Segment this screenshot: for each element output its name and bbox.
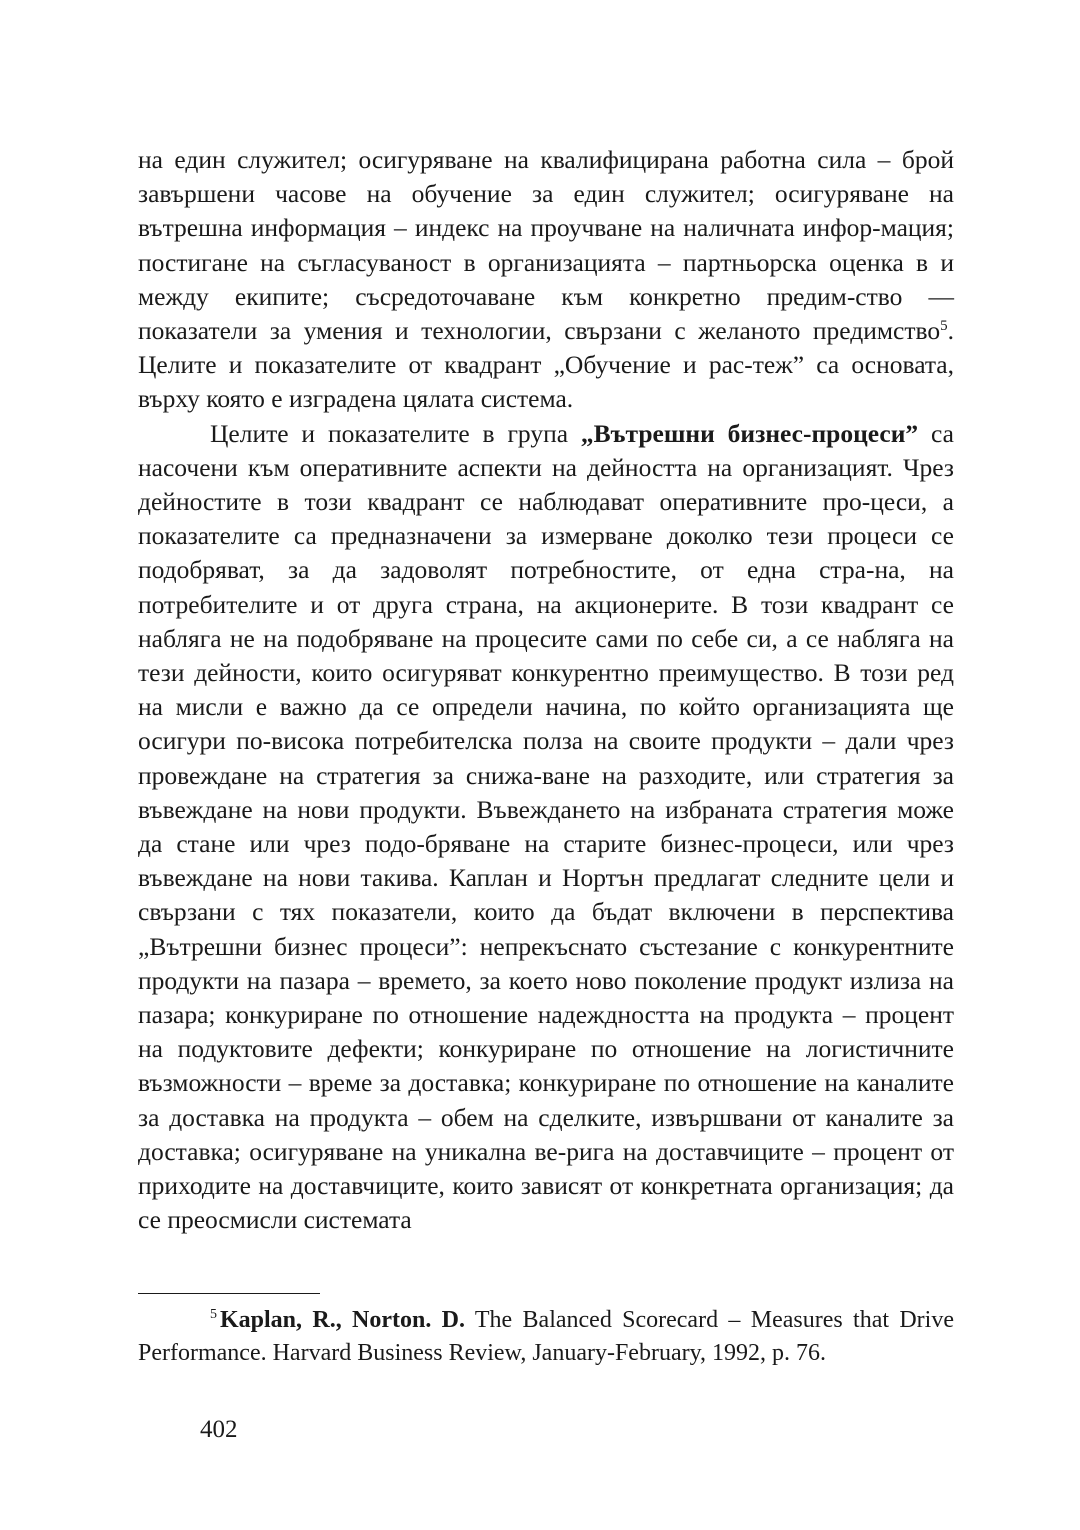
main-text bbox=[138, 143, 954, 1238]
footnote-reference: 5 bbox=[940, 318, 948, 335]
paragraph-1-text-b: . Целите и показателите от квадрант „Обучение и рас-теж” са основата, върху която е изградена цялата система. bbox=[138, 316, 954, 414]
footnote-number: 5 bbox=[210, 1307, 217, 1322]
paragraph-2-lead: Целите и показателите в група bbox=[210, 418, 581, 448]
paragraph-1-text-a: на един служител; осигуряване на квалифицирана работна сила – брой завършени часове на обучение за един служител; осигуряване на вътрешна информация – индекс на проучване на наличната инфор-мация; постигане на съгласуваност в организацията – партньорска оценка в и между екипите; съсредоточаване към конкретно предим-ство — показатели за умения и технологии, свързани с желаното предимство bbox=[138, 145, 954, 346]
page-number: 402 bbox=[200, 1416, 238, 1443]
paragraph-1 bbox=[138, 143, 954, 417]
footnote bbox=[138, 1304, 954, 1370]
footnote-authors: Kaplan, R., Norton. D. bbox=[220, 1307, 465, 1333]
group-name-bold: „Вътрешни бизнес-процеси” bbox=[580, 418, 919, 448]
footnote-citation: The Balanced Scorecard – Measures that Drive Performance. Harvard Business Review, January-February, 1992, p. 76. bbox=[138, 1307, 954, 1366]
paragraph-2-body: са насочени към оперативните аспекти на дейността на организацият. Чрез дейностите в този квадрант се наблюдават оперативните про-цеси, а показателите са предназначени за измерване доколко тези процеси се подобряват, за да задоволят потребностите, от една стра-на, на потребителите и от друга страна, на акционерите. В този квадрант се набляга не на подобряване на процесите сами по себе си, а се набляга на тези дейности, които осигуряват конкурентно преимущество. В този ред на мисли е важно да се определи начина, по който организацията ще осигури по-висока потребителска полза на своите продукти – дали чрез провеждане на стратегия за снижа-ване на разходите, или стратегия за въвеждане на нови продукти. Въвеждането на избраната стратегия може да стане или чрез подо-бряване на старите бизнес-процеси, или чрез въвеждане на нови такива. Каплан и Нортън предлагат следните цели и свързани с тях показатели, които да бъдат включени в перспектива „Вътрешни бизнес процеси”: непрекъснато състезание с конкурентните продукти на пазара – времето, за което ново поколение продукт излиза на пазара; конкуриране по отношение надеждността на продукта – процент на подуктовите дефекти; конкуриране по отношение на логистичните възможности – време за доставка; конкуриране по отношение на каналите за доставка на продукта – обем на сделките, извършвани от каналите за доставка; осигуряване на уникална ве-рига на доставчиците – процент от приходите на доставчиците, които зависят от конкретната организация; да се преосмисли системата bbox=[138, 418, 954, 1235]
paragraph-2 bbox=[138, 417, 954, 1238]
footnote-separator bbox=[138, 1293, 320, 1294]
